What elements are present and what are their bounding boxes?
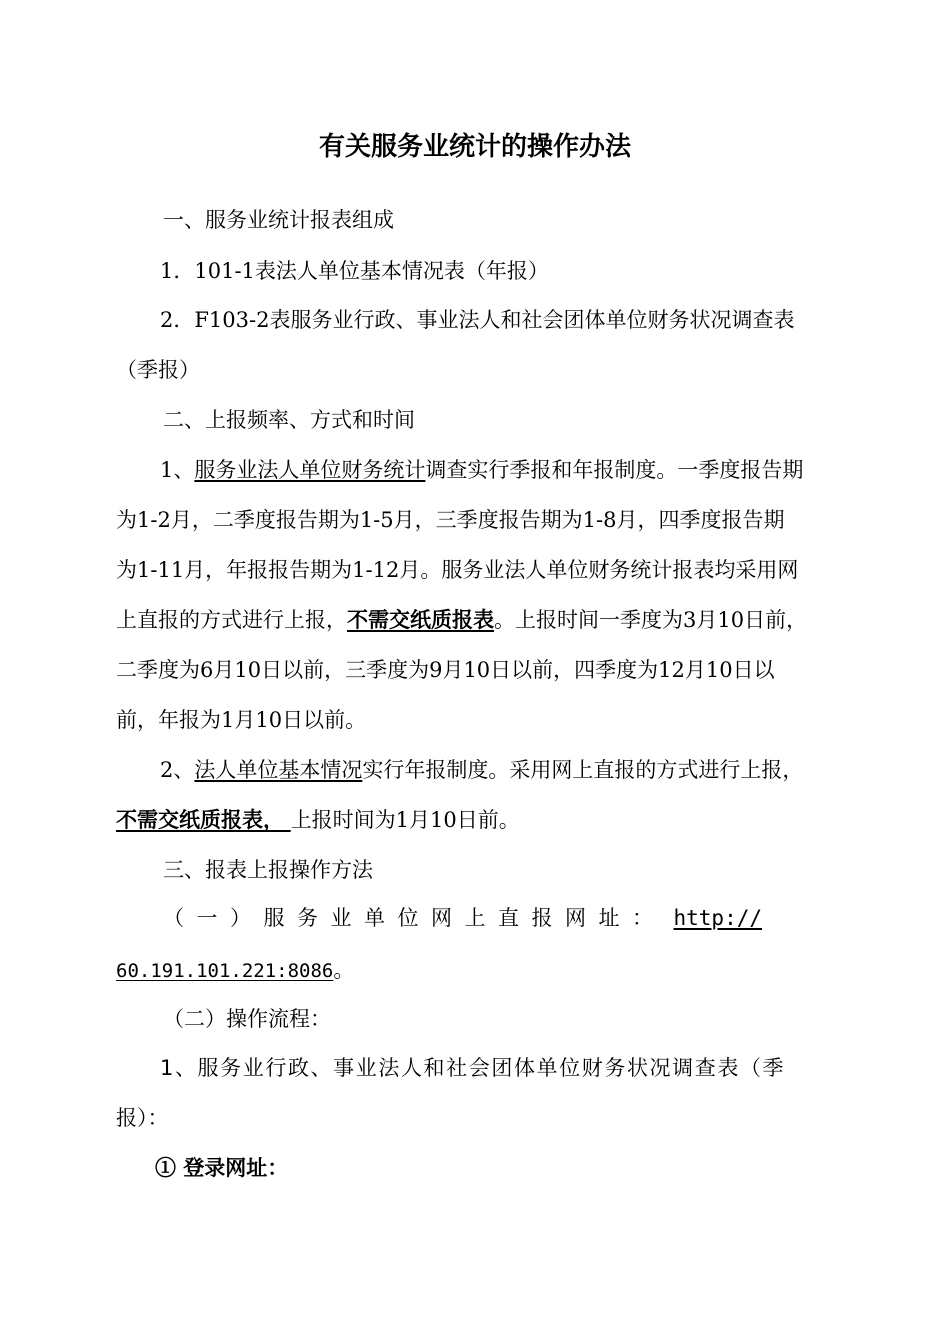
paragraph-text: 实行年报制度。采用网上直报的方式进行上报，	[362, 758, 804, 782]
flow-heading: （二）操作流程：	[163, 1007, 331, 1031]
paragraph-line	[116, 805, 520, 835]
url-link-part2[interactable]: 60.191.101.221:8086	[116, 960, 334, 982]
url-line-continued	[116, 955, 354, 986]
list-item: 2．F103-2表服务业行政、事业法人和社会团体单位财务状况调查表	[160, 308, 795, 332]
section-heading-operation: 三、报表上报操作方法	[163, 858, 373, 882]
underline-gap	[284, 808, 291, 832]
section-heading-frequency: 二、上报频率、方式和时间	[163, 408, 415, 432]
list-item: 1．101-1表法人单位基本情况表（年报）	[160, 259, 549, 283]
paragraph-number: 2、	[160, 758, 195, 782]
url-link-part1[interactable]: http://	[673, 906, 763, 930]
paragraph-line	[160, 755, 803, 785]
url-line	[163, 903, 847, 933]
no-paper-notice: 不需交纸质报表	[347, 607, 494, 632]
paragraph-text: 。上报时间一季度为3月10日前，	[494, 608, 808, 632]
url-label: （一）服务业单位网上直报网址：	[163, 906, 666, 930]
paragraph-text: 调查实行季报和年报制度。一季度报告期	[425, 458, 804, 482]
paragraph-line: 二季度为6月10日以前，三季度为9月10日以前，四季度为12月10日以	[116, 658, 775, 682]
basic-info-link[interactable]: 法人单位基本情况	[194, 758, 363, 782]
flow-item-continuation: 报）：	[116, 1106, 169, 1130]
no-paper-notice: 不需交纸质报表，	[116, 807, 284, 832]
page-title: 有关服务业统计的操作办法	[318, 132, 631, 162]
paragraph-line: 为1-2月，二季度报告期为1-5月，三季度报告期为1-8月，四季度报告期	[116, 508, 785, 532]
paragraph-number: 1、	[160, 458, 195, 482]
flow-item: 1、服务业行政、事业法人和社会团体单位财务状况调查表（季	[160, 1056, 786, 1080]
paragraph-line	[160, 455, 803, 485]
list-item-continuation: （季报）	[116, 358, 200, 382]
finance-statistics-link[interactable]: 服务业法人单位财务统计	[194, 458, 426, 482]
paragraph-text: 上直报的方式进行上报，	[116, 608, 347, 632]
section-heading-composition: 一、服务业统计报表组成	[163, 208, 394, 232]
paragraph-line: 为1-11月，年报报告期为1-12月。服务业法人单位财务统计报表均采用网	[116, 558, 799, 582]
url-end: 。	[333, 958, 355, 982]
paragraph-line: 前，年报为1月10日以前。	[116, 708, 367, 732]
paragraph-text: 上报时间为1月10日前。	[290, 808, 520, 832]
step-login: ① 登录网址：	[155, 1155, 289, 1180]
paragraph-line	[116, 605, 807, 635]
